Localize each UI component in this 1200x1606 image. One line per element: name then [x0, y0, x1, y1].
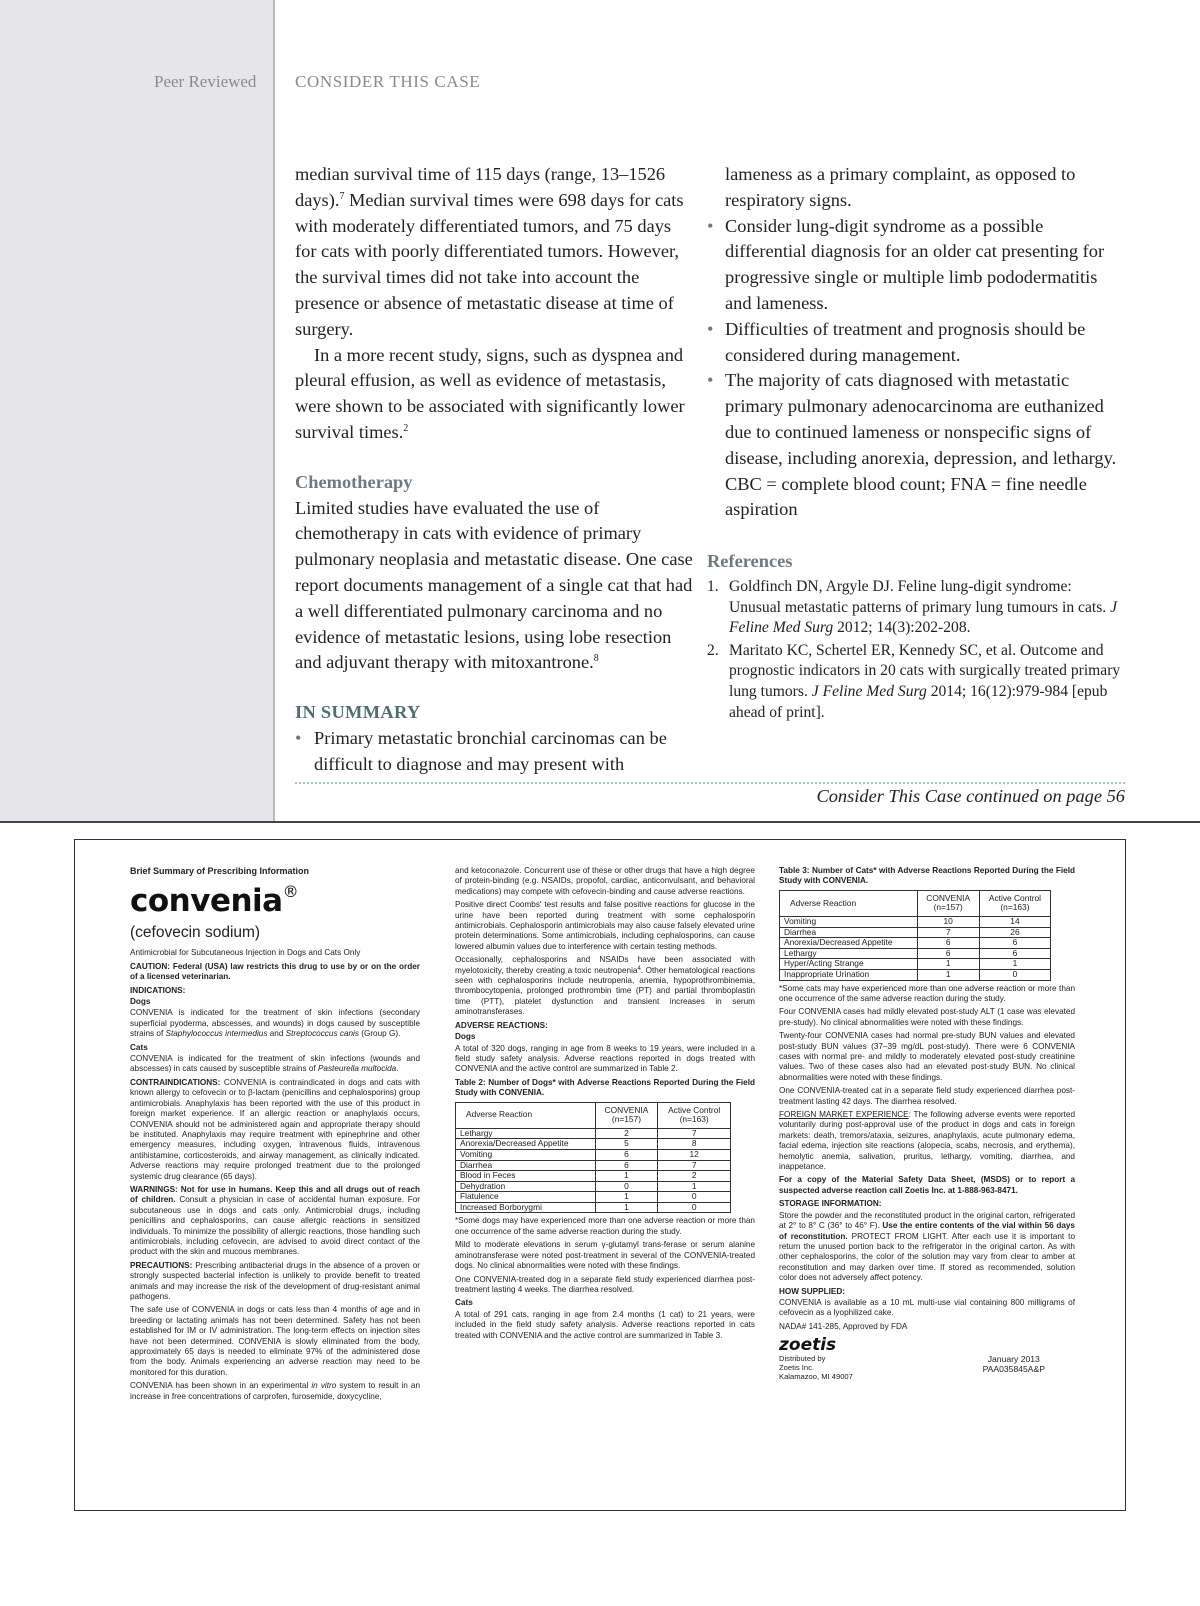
reference-item: 2. Maritato KC, Schertel ER, Kennedy SC, et al. Outcome and prognostic indicators in 20 cats with surgically treated primary lung tumors. J Feline Med Surg 2014; 16(12):979-984 [epub ahead of print].	[707, 641, 1121, 721]
chemotherapy-paragraph: Limited studies have evaluated the use of chemotherapy in cats with evidence of primary pulmonary neoplasia and metastatic disease. One case report documents management of a single cat that had a well differentiated pulmonary carcinoma and no evidence of metastatic lesions, using lobe resection and adjuvant therapy with mitoxantrone.$^8$	[295, 497, 693, 673]
ad-column-1	[130, 866, 420, 1405]
table3-caption: Table 3: Number of Cats* with Adverse Reactions Reported During the Field Study with CONVENIA.	[779, 866, 1075, 886]
product-subtitle: Antimicrobial for Subcutaneous Injection in Dogs and Cats Only	[130, 948, 361, 958]
table-row: Vomiting 6 12	[456, 1149, 731, 1160]
table3-header-reaction: Adverse Reaction	[780, 890, 918, 916]
how-supplied-text: CONVENIA is available as a 10 mL multi-use vial containing 800 milligrams of cefovecin as a lyophilized cake.	[779, 1297, 1075, 1318]
summary-bullet: • Primary metastatic bronchial carcinomas can be difficult to diagnose and may present with	[295, 726, 695, 778]
table2-caption: Table 2: Number of Dogs* with Adverse Reactions Reported During the Field Study with CONVENIA.	[455, 1077, 755, 1098]
lab-test-text: Positive direct Coombs' test results and false positive reactions for glucose in the urine have been reported during treatment with some cephalosporin antimicrobials. Cephalosporin antimicrobials may also cause falsely elevated urine protein determinations. Some antimicrobials, including cephalosporins, can cause lowered albumin values due to interference with certain testing methods.	[455, 900, 755, 951]
indications-heading: INDICATIONS:	[130, 985, 186, 995]
article-paragraph-1: median survival time of 115 days (range, 13–1526 days).$^7$ Median survival times were 698 days for cats with moderately differentiated tumors, and 75 days for cats with poorly differentiated tumors. However, the survival times did not take into account the presence or absence of metastatic disease at time of surgery.	[295, 164, 684, 339]
myelotoxicity-text: Occasionally, cephalosporins and NSAIDs have been associated with myelotoxicity, thereby creating a toxic neutropenia$^4$. Other hematological reactions seen with cephalosporins include neutropenia, anemia, hypoprothrombinemia, thrombocytopenia, prolonged prothrombin time (PT) and partial thromboplastin time (PTT), platelet dysfunction and transient increases in serum aminotransferases.	[455, 955, 755, 1017]
drug-interactions-text: and ketoconazole. Concurrent use of these or other drugs that have a high degree of protein-binding (e.g. NSAIDs, propofol, cardiac, anticonvulsant, and behavioral medications) may compete with cefovecin-binding and cause adverse reactions.	[455, 866, 755, 896]
article-paragraph-2: In a more recent study, signs, such as dyspnea and pleural effusion, as well as evidence of metastasis, were shown to be associated with significantly lower survival times.$^2$	[295, 344, 685, 442]
bun-text: Twenty-four CONVENIA cases had normal pre-study BUN values and elevated post-study BUN values (37–39 mg/dL post-study). There were 6 CONVENIA cases with normal pre- and mildly to moderately elevated post-study creatinine values. Two of these cases also had an elevated post-study BUN. No clinical abnormalities were noted with these findings.	[779, 1031, 1075, 1082]
table3-header-convenia: CONVENIA (n=157)	[917, 890, 979, 916]
cats-indication: CONVENIA is indicated for the treatment of skin infections (wounds and abscesses) in cats caused by susceptible strains of Pasteurella multocida.	[130, 1054, 420, 1074]
table-row: Inappropriate Urination 1 0	[780, 969, 1051, 980]
foreign-market-text: FOREIGN MARKET EXPERIENCE: The following adverse events were reported voluntarily during post-approval use of the product in dogs and cats in foreign markets: death, tremors/ataxia, seizures, anaphylaxis, acute pulmonary edema, facial edema, injection site reactions (alopecia, scabs, necrosis, and erythema), hemolytic anemia, salivation, pruritus, lethargy, vomiting, diarrhea, and inappetance.	[779, 1110, 1075, 1172]
summary-bullet: • Consider lung-digit syndrome as a possible differential diagnosis for an older cat presenting for progressive single or multiple limb pododermatitis and lameness.	[707, 214, 1125, 317]
brief-summary-title: Brief Summary of Prescribing Information	[130, 866, 310, 876]
table3-cats-adverse	[779, 890, 1051, 981]
chemotherapy-heading: Chemotherapy	[295, 471, 413, 492]
summary-list	[295, 726, 695, 778]
alt-text: Four CONVENIA cases had mildly elevated post-study ALT (1 case was elevated pre-study). No clinical abnormalities were noted with these findings.	[779, 1007, 1075, 1027]
summary-bullet-continued: lameness as a primary complaint, as opposed to respiratory signs.	[725, 164, 1076, 210]
column-title: CONSIDER THIS CASE	[295, 72, 481, 91]
prescribing-info-ad	[74, 839, 1126, 1511]
dog-diarrhea-text: One CONVENIA-treated dog in a separate field study experienced diarrhea post-treatment lasting 4 weeks. The diarrhea resolved.	[455, 1274, 755, 1294]
generic-name: (cefovecin sodium)	[130, 924, 261, 942]
summary-list-continued	[725, 214, 1125, 472]
liver-enzyme-text: Mild to moderate elevations in serum γ-glutamyl trans-ferase or serum alanine aminotransferase were noted post-treatment in several of the CONVENIA-treated dogs. No clinical abnormalities were noted with these findings.	[455, 1240, 755, 1271]
adverse-cats-label: Cats	[455, 1298, 473, 1308]
table-row: Diarrhea 6 7	[456, 1160, 731, 1171]
how-supplied-heading: HOW SUPPLIED:	[779, 1286, 845, 1296]
zoetis-logo: zoetis	[779, 1335, 837, 1356]
contraindications-text: CONTRAINDICATIONS: CONVENIA is contraindicated in dogs and cats with known allergy to cefovecin or to β-lactam (penicillins and cephalosporins) group antimicrobials. Anaphylaxis has been reported with the use of this product in foreign market experience. If an allergic reaction or anaphylaxis occurs, CONVENIA should not be administered again and appropriate therapy should be instituted. Anaphylaxis may require treatment with epinephrine and other emergency measures, including oxygen, intravenous fluids, intravenous antihistamine, corticosteroids, and airway management, as clinically indicated. Adverse reactions may require prolonged treatment due to the prolonged systemic drug clearance (65 days).	[130, 1077, 420, 1181]
summary-bullet: • The majority of cats diagnosed with metastatic primary pulmonary adenocarcinoma are euthanized due to continued lameness or nonspecific signs of disease, including anorexia, depression, and lethargy.	[707, 368, 1125, 471]
adverse-dogs-text: A total of 320 dogs, ranging in age from 8 weeks to 19 years, were included in a field study safety analysis. Adverse reactions reported in dogs treated with CONVENIA and the active control are summarized in Table 2.	[455, 1043, 755, 1074]
distributor-address: Distributed by Zoetis Inc. Kalamazoo, MI 49007	[779, 1354, 853, 1382]
page-separator	[0, 821, 1200, 823]
table-row: Flatulence 1 0	[456, 1192, 731, 1203]
article-column-right	[707, 162, 1125, 725]
table-row: Diarrhea 7 26	[780, 927, 1051, 938]
cat-diarrhea-text: One CONVENIA-treated cat in a separate field study experienced diarrhea post-treatment lasting 42 days. The diarrhea resolved.	[779, 1086, 1075, 1106]
table3-header-control: Active Control (n=163)	[979, 890, 1051, 916]
references-list	[707, 577, 1125, 723]
table-row: Dehydration 0 1	[456, 1181, 731, 1192]
distributor-block	[779, 1354, 1075, 1384]
dotted-divider	[295, 782, 1125, 784]
table2-header-convenia: CONVENIA (n=157)	[595, 1102, 658, 1128]
table-row: Blood in Feces 1 2	[456, 1171, 731, 1182]
table-row: Lethargy 2 7	[456, 1128, 731, 1139]
table2-footnote: *Some dogs may have experienced more than one adverse reaction or more than one occurrence of the same adverse reaction during the study.	[455, 1216, 755, 1236]
brand-logo: convenia®	[130, 882, 299, 920]
section-label: Peer Reviewed	[154, 72, 257, 91]
abbreviations-note: CBC = complete blood count; FNA = fine needle aspiration	[725, 473, 1087, 520]
msds-text: For a copy of the Material Safety Data Sheet, (MSDS) or to report a suspected adverse reaction call Zoetis Inc. at 1-888-963-8471.	[779, 1175, 1075, 1195]
adverse-reactions-heading: ADVERSE REACTIONS:	[455, 1020, 548, 1030]
table-row: Lethargy 6 6	[780, 948, 1051, 959]
ad-column-3	[779, 866, 1075, 1384]
table3-footnote: *Some cats may have experienced more than one adverse reaction or more than one occurrence of the same adverse reaction during the study.	[779, 983, 1075, 1003]
safe-use-text: The safe use of CONVENIA in dogs or cats less than 4 months of age and in breeding or lactating animals has not been determined. Safety has not been established for IM or IV administration. The long-term effects on injection sites have not been determined. CONVENIA is slowly eliminated from the body, approximately 65 days is needed to eliminate 97% of the administered dose from the body. Animals experiencing an adverse reaction may need to be monitored for this duration.	[130, 1305, 420, 1377]
ad-column-2	[455, 866, 755, 1344]
table-row: Hyper/Acting Strange 1 1	[780, 959, 1051, 970]
table-row: Anorexia/Decreased Appetite 5 8	[456, 1139, 731, 1150]
caution-text: CAUTION: Federal (USA) law restricts this drug to use by or on the order of a licensed veterinarian.	[130, 961, 420, 982]
precautions-text: PRECAUTIONS: Prescribing antibacterial drugs in the absence of a proven or strongly suspected bacterial infection is unlikely to provide benefit to treated animals and may increase the risk of the development of drug-resistant animal pathogens.	[130, 1260, 420, 1301]
continued-note: Consider This Case continued on page 56	[816, 786, 1125, 806]
table-row: Increased Borborygmi 1 0	[456, 1202, 731, 1213]
in-vitro-text: CONVENIA has been shown in an experimental in vitro system to result in an increase in free concentrations of carprofen, furosemide, doxycycline,	[130, 1381, 420, 1401]
cats-label: Cats	[130, 1042, 148, 1052]
table-row: Anorexia/Decreased Appetite 6 6	[780, 938, 1051, 949]
storage-text: Store the powder and the reconstituted product in the original carton, refrigerated at 2° to 8° C (36° to 46° F). Use the entire contents of the vial within 56 days of reconstitution. PROTECT FROM LIGHT. After each use it is important to return the unused portion back to the refrigerator in the original carton. As with other cephalosporins, the color of the solution may vary from clear to amber at reconstitution and may darken over time. If stored as recommended, solution color does not adversely affect potency.	[779, 1210, 1075, 1283]
reference-item: 1. Goldfinch DN, Argyle DJ. Feline lung-digit syndrome: Unusual metastatic patterns of primary lung tumours in cats. J Feline Med Surg 2012; 14(3):202-208.	[707, 577, 1118, 637]
dogs-indication: CONVENIA is indicated for the treatment of skin infections (secondary superficial pyoderma, abscesses, and wounds) in dogs caused by susceptible strains of Staphylococcus intermedius and Streptococcus canis (Group G).	[130, 1008, 420, 1039]
table2-dogs-adverse	[455, 1102, 731, 1214]
references-heading: References	[707, 551, 793, 572]
ad-date-code: January 2013 PAA035845A&P	[982, 1354, 1045, 1375]
nada-text: NADA# 141-285, Approved by FDA	[779, 1321, 908, 1331]
summary-heading: IN SUMMARY	[295, 702, 421, 723]
summary-bullet: • Difficulties of treatment and prognosis should be considered during management.	[707, 317, 1125, 369]
article-column-left	[295, 162, 695, 778]
adverse-cats-text: A total of 291 cats, ranging in age from 2.4 months (1 cat) to 21 years, were included in the field study safety analysis. Adverse reactions reported in cats treated with CONVENIA and the active control are summarized in Table 3.	[455, 1309, 755, 1340]
storage-heading: STORAGE INFORMATION:	[779, 1199, 882, 1209]
dogs-label: Dogs	[130, 997, 151, 1007]
warnings-text: WARNINGS: Not for use in humans. Keep this and all drugs out of reach of children. Consult a physician in case of accidental human exposure. For subcutaneous use in dogs and cats only. Antimicrobial drugs, including penicillins and cephalosporins, can cause allergic reactions in sensitized individuals. To minimize the possibility of allergic reactions, those handling such antimicrobials, including cefovecin, are advised to avoid direct contact of the product with the skin and mucous membranes.	[130, 1184, 420, 1257]
table-row: Vomiting 10 14	[780, 917, 1051, 928]
page-gutter	[0, 0, 275, 822]
table2-header-control: Active Control (n=163)	[658, 1102, 731, 1128]
table2-header-reaction: Adverse Reaction	[456, 1102, 596, 1128]
adverse-dogs-label: Dogs	[455, 1032, 476, 1042]
